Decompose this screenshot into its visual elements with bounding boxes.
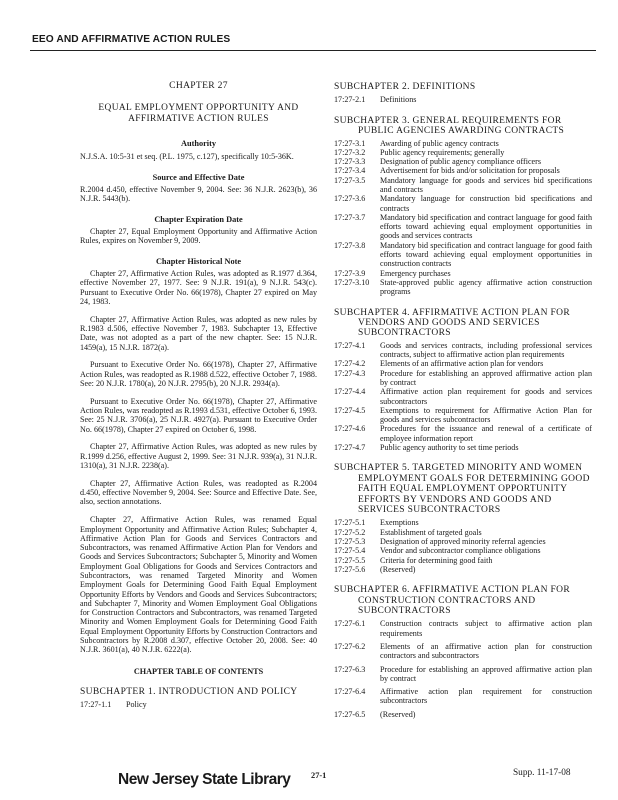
toc-row: 17:27-3.6 Mandatory language for construction bid specifications and contracts bbox=[334, 194, 592, 213]
history-note: Pursuant to Executive Order No. 66(1978), Chapter 27, Affirmative Action Rules, was readopted as R.1988 d.522, effective October 7, 1988. See: 20 N.J.R. 1780(a), 20 N.J.R. 2795(b), 20 N.J.R. 2934(a). bbox=[80, 360, 317, 388]
subchapter-3-heading: SUBCHAPTER 3. GENERAL REQUIREMENTS FOR PUBLIC AGENCIES AWARDING CONTRACTS bbox=[334, 115, 565, 137]
toc-row: 17:27-3.8 Mandatory bid specification and contract language for good faith efforts toward achieving equal employment opportunities in construction contracts bbox=[334, 240, 592, 269]
subchapter-6-sections bbox=[334, 619, 592, 719]
history-heading: Chapter Historical Note bbox=[155, 256, 242, 266]
toc-row: 17:27-3.3 Designation of public agency compliance officers bbox=[334, 157, 541, 167]
history-note: Pursuant to Executive Order No. 66(1978), Chapter 27, Affirmative Action Rules, was readopted as R.1993 d.531, effective October 6, 1993. See: 25 N.J.R. 3706(a), 25 N.J.R. 4927(a). Pursuant to Executive Order No. 66(1978), Chapter 27 expired on October 6, 1998. bbox=[80, 396, 317, 434]
toc-row: 17:27-3.4 Advertisement for bids and/or solicitation for proposals bbox=[334, 166, 560, 176]
expiration-heading: Chapter Expiration Date bbox=[154, 214, 243, 224]
authority-heading: Authority bbox=[180, 139, 217, 149]
toc-row: 17:27-3.5 Mandatory language for goods and services bid specifications and contracts bbox=[334, 175, 592, 194]
subchapter-2-heading: SUBCHAPTER 2. DEFINITIONS bbox=[334, 82, 476, 92]
chapter-label: CHAPTER 27 bbox=[169, 80, 228, 91]
subchapter-5-sections bbox=[334, 518, 592, 574]
toc-row: 17:27-6.1 Construction contracts subject to affirmative action plan requirements bbox=[334, 619, 592, 638]
toc-row: 17:27-4.3 Procedure for establishing an approved affirmative action plan by contract bbox=[334, 368, 592, 387]
toc-row: 17:27-5.2 Establishment of targeted goals bbox=[334, 527, 482, 537]
history-note: Chapter 27, Affirmative Action Rules, was readopted as R.2004 d.450, effective November 9, 2004. See: Source and Effective Date. See, also, section annotations. bbox=[80, 478, 317, 507]
source-text: R.2004 d.450, effective November 9, 2004. See: 36 N.J.R. 2623(b), 36 N.J.R. 5443(b). bbox=[80, 185, 317, 204]
toc-row: 17:27-4.5 Exemptions to requirement for Affirmative Action Plan for goods and services subcontractors bbox=[334, 405, 592, 425]
toc-row: 17:27-5.5 Criteria for determining good faith bbox=[334, 555, 493, 565]
toc-row: 17:27-3.7 Mandatory bid specification and contract language for good faith efforts toward achieving equal employment opportunities in goods and services contracts bbox=[334, 212, 592, 241]
history-note: Chapter 27, Affirmative Action Rules, was adopted as new rules by R.1999 d.256, effective August 2, 1999. See: 31 N.J.R. 939(a), 31 N.J.R. 1310(a), 31 N.J.R. 2238(a). bbox=[80, 442, 317, 471]
history-note: Chapter 27, Affirmative Action Rules, was adopted as new rules by R.1983 d.506, effective November 7, 1983. Subchapter 13, Effective Date, was not adopted as a part of the new chapter. See: 15 N.J.R. 1459(a), 15 N.J.R. 1872(a). bbox=[80, 314, 317, 352]
subchapter-4-sections bbox=[334, 341, 592, 453]
expiration-text: Chapter 27, Equal Employment Opportunity and Affirmative Action Rules, expires on November 9, 2009. bbox=[80, 227, 317, 246]
toc-row: 17:27-4.4 Affirmative action plan requirement for goods and services subcontractors bbox=[334, 387, 592, 406]
toc-row: 17:27-5.6 (Reserved) bbox=[334, 564, 416, 574]
source-heading: Source and Effective Date bbox=[152, 172, 245, 182]
subchapter-6-heading: SUBCHAPTER 6. AFFIRMATIVE ACTION PLAN FOR CONSTRUCTION CONTRACTORS AND SUBCONTRACTORS bbox=[334, 585, 571, 616]
toc-row: 17:27-3.2 Public agency requirements; generally bbox=[334, 147, 505, 157]
toc-row: 17:27-3.1 Awarding of public agency contracts bbox=[334, 138, 499, 148]
subchapter-5-heading: SUBCHAPTER 5. TARGETED MINORITY AND WOMEN EMPLOYMENT GOALS FOR DETERMINING GOOD FAITH EQUAL EMPLOYMENT OPPORTUNITY EFFORTS BY VENDORS AND GOODS AND SERVICES SUBCONTRACTORS bbox=[334, 463, 590, 515]
toc-row: 17:27-4.1 Goods and services contracts, including professional services contracts, subject to affirmative action plan requirements bbox=[334, 340, 592, 360]
toc-row: 17:27-6.2 Elements of an affirmative action plan for construction contractors and subcontractors bbox=[334, 641, 592, 661]
subchapter-4-heading: SUBCHAPTER 4. AFFIRMATIVE ACTION PLAN FOR VENDORS AND GOODS AND SERVICES SUBCONTRACTORS bbox=[334, 307, 571, 339]
toc-row: 17:27-6.4 Affirmative action plan requirement for construction subcontractors bbox=[334, 687, 592, 706]
toc-row: 17:27-5.4 Vendor and subcontractor compliance obligations bbox=[334, 546, 541, 556]
toc-row bbox=[80, 700, 317, 709]
toc-row: 17:27-3.10 State-approved public agency affirmative action construction programs bbox=[334, 277, 592, 297]
section-title: Policy bbox=[126, 700, 147, 710]
toc-row: 17:27-5.1 Exemptions bbox=[334, 518, 419, 528]
left-column bbox=[80, 62, 317, 710]
toc-row: 17:27-4.7 Public agency authority to set time periods bbox=[334, 443, 519, 453]
subchapter-1-heading: SUBCHAPTER 1. INTRODUCTION AND POLICY bbox=[80, 686, 298, 697]
supplement-date: Supp. 11-17-08 bbox=[513, 768, 571, 778]
library-name: New Jersey State Library bbox=[118, 771, 291, 788]
chapter-title: EQUAL EMPLOYMENT OPPORTUNITY AND AFFIRMATIVE ACTION RULES bbox=[98, 103, 299, 125]
toc-row: 17:27-3.9 Emergency purchases bbox=[334, 268, 451, 278]
toc-row: 17:27-2.1 Definitions bbox=[334, 95, 417, 105]
toc-heading: CHAPTER TABLE OF CONTENTS bbox=[133, 666, 264, 676]
authority-text: N.J.S.A. 10:5-31 et seq. (P.L. 1975, c.127), specifically 10:5-36K. bbox=[80, 151, 294, 161]
right-column bbox=[334, 62, 592, 719]
toc-row: 17:27-6.3 Procedure for establishing an approved affirmative action plan by contract bbox=[334, 664, 592, 683]
toc-row: 17:27-5.3 Designation of approved minority referral agencies bbox=[334, 536, 546, 546]
subchapter-3-sections bbox=[334, 139, 592, 297]
history-notes bbox=[80, 269, 317, 655]
section-number: 17:27-1.1 bbox=[80, 700, 112, 710]
toc-row: 17:27-4.6 Procedures for the issuance and renewal of a certificate of employee information report bbox=[334, 424, 592, 443]
history-note: Chapter 27, Affirmative Action Rules, was renamed Equal Employment Opportunity and Affirmative Action Rules; Subchapter 4, Affirmative Action Plan for Goods and Services Contractors and Subcontractors, was renamed Affirmative Action Plan for Vendors and Goods and Services Subcontractors; Subchapter 5, Minority and Women Employment Goal Obligations for Goods and Services Contractors and Subcontractors, was renamed Targeted Minority and Women Employment Goals for Determining Good Faith Equal Employment Opportunity Efforts by Vendors and Goods and Services Subcontractors; and Subchapter 7, Minority and Women Employment Goal Obligations for Construction Contractors and Subcontractors, was renamed Targeted Minority and Women Employment Goals for Determining Good Faith Equal Employment Opportunity Efforts by Construction Contractors and Subcontractors by R.2008 d.307, effective October 20, 2008. See: 40 N.J.R. 3601(a), 40 N.J.R. 6222(a). bbox=[80, 515, 317, 655]
page-number: 27-1 bbox=[311, 771, 327, 780]
toc-row: 17:27-4.2 Elements of an affirmative action plan for vendors bbox=[334, 359, 544, 369]
running-header: EEO AND AFFIRMATIVE ACTION RULES bbox=[32, 34, 231, 45]
history-note: Chapter 27, Affirmative Action Rules, was adopted as R.1977 d.364, effective November 27, 1977. See: 9 N.J.R. 191(a), 9 N.J.R. 543(c). Pursuant to Executive Order No. 66(1978), Chapter 27 expired on May 24, 1983. bbox=[80, 268, 317, 306]
toc-row: 17:27-6.5 (Reserved) bbox=[334, 709, 416, 719]
header-rule bbox=[30, 50, 596, 51]
